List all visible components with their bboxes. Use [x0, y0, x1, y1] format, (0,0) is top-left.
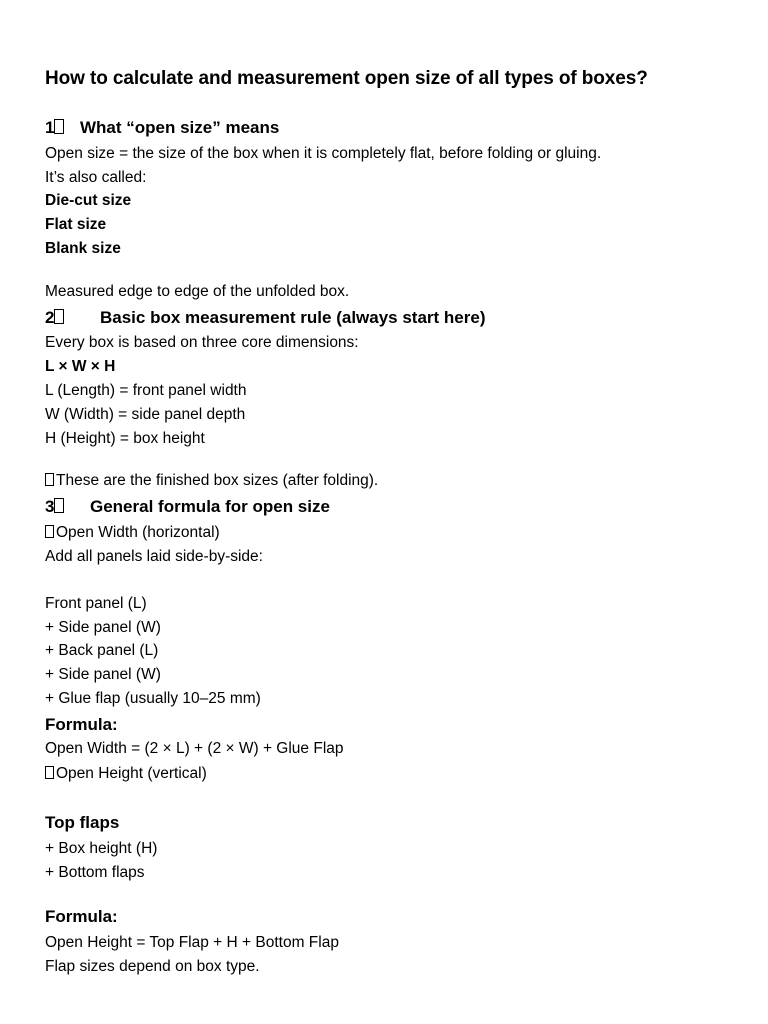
section-1-heading [45, 118, 279, 138]
section-3-number: 3 [45, 497, 55, 516]
missing-glyph-icon [54, 309, 64, 324]
missing-glyph-icon [54, 119, 64, 134]
section-2-number: 2 [45, 308, 55, 327]
missing-glyph-icon [45, 525, 54, 538]
panel-glue-flap: + Glue flap (usually 10–25 mm) [45, 690, 261, 707]
open-size-definition: Open size = the size of the box when it is completely flat, before folding or gluing. [45, 145, 602, 162]
panel-back: + Back panel (L) [45, 642, 159, 659]
alias-blank: Blank size [45, 240, 121, 257]
missing-glyph-icon [54, 498, 64, 513]
height-part-bottom: + Bottom flaps [45, 864, 145, 881]
open-height-label: Open Height (vertical) [45, 765, 207, 783]
measured-note: Measured edge to edge of the unfolded box. [45, 283, 350, 300]
height-formula-label: Formula: [45, 907, 118, 926]
panel-side-1: + Side panel (W) [45, 619, 161, 636]
panel-front: Front panel (L) [45, 595, 147, 612]
missing-glyph-icon [45, 766, 54, 779]
section-2-heading [45, 308, 486, 328]
alias-die-cut: Die-cut size [45, 192, 132, 209]
dimensions-formula: L × W × H [45, 358, 116, 375]
also-called-label: It’s also called: [45, 169, 147, 186]
width-formula-label: Formula: [45, 715, 118, 734]
section-1-title: What “open size” means [80, 118, 280, 137]
height-formula: Open Height = Top Flap + H + Bottom Flap [45, 934, 339, 951]
open-width-label: Open Width (horizontal) [45, 524, 220, 542]
section-3-title: General formula for open size [90, 497, 330, 516]
document-title: How to calculate and measurement open size of all types of boxes? [45, 68, 648, 89]
alias-flat: Flat size [45, 216, 107, 233]
section-2-title: Basic box measurement rule (always start here) [100, 308, 486, 327]
panel-side-2: + Side panel (W) [45, 666, 161, 683]
dimensions-intro: Every box is based on three core dimensions: [45, 334, 359, 351]
finished-size-note: These are the finished box sizes (after folding). [45, 472, 378, 490]
length-definition: L (Length) = front panel width [45, 382, 247, 399]
height-part-box: + Box height (H) [45, 840, 158, 857]
section-1-number: 1 [45, 118, 55, 137]
add-panels-note: Add all panels laid side-by-side: [45, 548, 263, 565]
width-formula: Open Width = (2 × L) + (2 × W) + Glue Flap [45, 740, 344, 757]
flap-size-note: Flap sizes depend on box type. [45, 958, 260, 975]
width-definition: W (Width) = side panel depth [45, 406, 246, 423]
top-flaps-heading: Top flaps [45, 813, 120, 832]
section-3-heading [45, 497, 330, 517]
height-definition: H (Height) = box height [45, 430, 205, 447]
missing-glyph-icon [45, 473, 54, 486]
